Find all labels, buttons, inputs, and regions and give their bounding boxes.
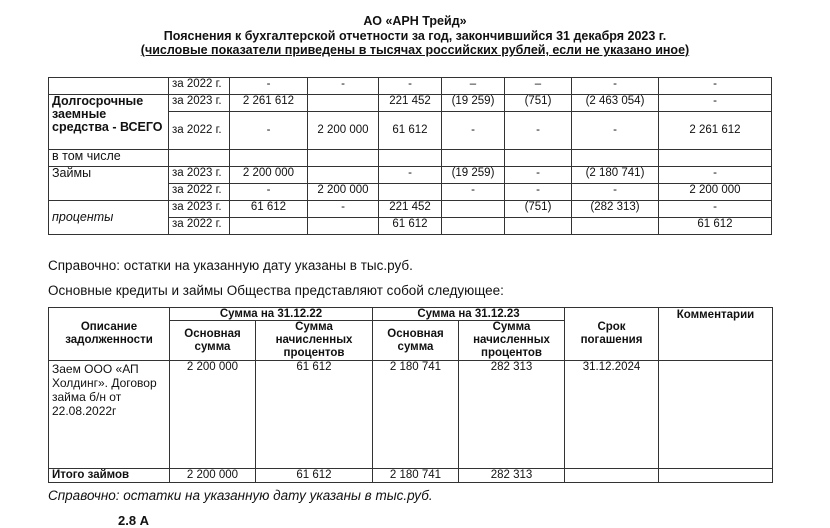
value-cell (379, 184, 442, 201)
value-cell: - (572, 112, 659, 150)
value-cell: - (659, 201, 772, 218)
value-cell (308, 150, 379, 167)
table-row (49, 95, 772, 112)
value-cell: (2 463 054) (572, 95, 659, 112)
value-cell: - (230, 112, 308, 150)
interest-label: проценты (49, 201, 169, 235)
units-note: (числовые показатели приведены в тысячах российских рублей, если не указано иное) (140, 43, 690, 57)
value-cell: 2 261 612 (659, 112, 772, 150)
longterm-total-label: Долгосрочные заемные средства - ВСЕГО (49, 95, 169, 150)
value-cell: 2 200 000 (170, 469, 256, 483)
table-row (49, 78, 772, 95)
value-cell: - (572, 78, 659, 95)
value-cell (308, 167, 379, 184)
value-cell (442, 150, 505, 167)
value-cell: - (379, 167, 442, 184)
year-cell: за 2022 г. (169, 112, 230, 150)
total-label: Итого займов (49, 469, 170, 483)
table-row (49, 201, 772, 218)
year-cell: за 2022 г. (169, 218, 230, 235)
value-cell: – (442, 78, 505, 95)
row-label (49, 78, 169, 95)
value-cell (442, 218, 505, 235)
value-cell: - (505, 167, 572, 184)
year-cell: за 2023 г. (169, 95, 230, 112)
value-cell: - (442, 112, 505, 150)
value-cell: 61 612 (256, 469, 373, 483)
value-cell: - (505, 112, 572, 150)
value-cell: - (230, 184, 308, 201)
value-cell: - (442, 184, 505, 201)
value-cell: - (659, 78, 772, 95)
header-principal: Основная сумма (170, 321, 256, 361)
value-cell: 282 313 (459, 361, 565, 469)
table-row (49, 167, 772, 184)
including-label: в том числе (49, 150, 169, 167)
value-cell (379, 150, 442, 167)
value-cell: 61 612 (659, 218, 772, 235)
header-description: Описание задолженности (49, 308, 170, 361)
comment-cell (659, 361, 773, 469)
value-cell: (751) (505, 95, 572, 112)
header-sum-2022: Сумма на 31.12.22 (170, 308, 373, 321)
year-cell: за 2023 г. (169, 201, 230, 218)
value-cell: 2 200 000 (308, 184, 379, 201)
loan-description: Заем ООО «АП Холдинг». Договор займа б/н от 22.08.2022г (49, 361, 170, 469)
year-cell: за 2023 г. (169, 167, 230, 184)
value-cell (659, 469, 773, 483)
value-cell: (19 259) (442, 167, 505, 184)
value-cell: (2 180 741) (572, 167, 659, 184)
header-due-date: Срок погашения (565, 308, 659, 361)
value-cell: (282 313) (572, 201, 659, 218)
value-cell: 2 200 000 (170, 361, 256, 469)
value-cell: - (308, 78, 379, 95)
table-row (49, 361, 773, 469)
value-cell: 2 261 612 (230, 95, 308, 112)
value-cell: 2 200 000 (659, 184, 772, 201)
due-date-cell: 31.12.2024 (565, 361, 659, 469)
value-cell: 61 612 (379, 218, 442, 235)
header-interest: Сумма начисленных процентов (256, 321, 373, 361)
year-cell: за 2022 г. (169, 78, 230, 95)
value-cell: (19 259) (442, 95, 505, 112)
longterm-borrowings-table (48, 77, 772, 235)
next-section-fragment: 2.8 А (118, 513, 150, 528)
value-cell (230, 218, 308, 235)
header-principal: Основная сумма (373, 321, 459, 361)
value-cell: - (659, 95, 772, 112)
value-cell: – (505, 78, 572, 95)
reference-note: Справочно: остатки на указанную дату указаны в тыс.руб. (48, 258, 413, 273)
value-cell (572, 218, 659, 235)
header-comments: Комментарии (659, 308, 773, 361)
value-cell: 2 180 741 (373, 469, 459, 483)
value-cell (572, 150, 659, 167)
table-header-row (49, 308, 773, 321)
value-cell (505, 218, 572, 235)
value-cell: 221 452 (379, 95, 442, 112)
value-cell: 61 612 (256, 361, 373, 469)
header-sum-2023: Сумма на 31.12.23 (373, 308, 565, 321)
value-cell: 2 200 000 (308, 112, 379, 150)
year-cell (169, 150, 230, 167)
value-cell: 61 612 (379, 112, 442, 150)
value-cell: 282 313 (459, 469, 565, 483)
value-cell (230, 150, 308, 167)
loans-detail-table (48, 307, 773, 483)
value-cell (659, 150, 772, 167)
value-cell: 61 612 (230, 201, 308, 218)
company-title: АО «АРН Трейд» (363, 14, 467, 28)
value-cell (565, 469, 659, 483)
value-cell: - (308, 201, 379, 218)
value-cell: - (379, 78, 442, 95)
value-cell: 221 452 (379, 201, 442, 218)
loans-label: Займы (49, 167, 169, 201)
value-cell: - (659, 167, 772, 184)
value-cell (505, 150, 572, 167)
header-interest: Сумма начисленных процентов (459, 321, 565, 361)
loans-intro: Основные кредиты и займы Общества представляют собой следующее: (48, 283, 504, 298)
value-cell: 2 200 000 (230, 167, 308, 184)
table-row (49, 150, 772, 167)
table-total-row (49, 469, 773, 483)
value-cell: - (505, 184, 572, 201)
value-cell (442, 201, 505, 218)
value-cell (308, 95, 379, 112)
reference-note-italic: Справочно: остатки на указанную дату указаны в тыс.руб. (48, 488, 433, 503)
value-cell (308, 218, 379, 235)
year-cell: за 2022 г. (169, 184, 230, 201)
value-cell: - (572, 184, 659, 201)
value-cell: - (230, 78, 308, 95)
document-title: Пояснения к бухгалтерской отчетности за год, закончившийся 31 декабря 2023 г. (163, 29, 667, 43)
value-cell: 2 180 741 (373, 361, 459, 469)
value-cell: (751) (505, 201, 572, 218)
